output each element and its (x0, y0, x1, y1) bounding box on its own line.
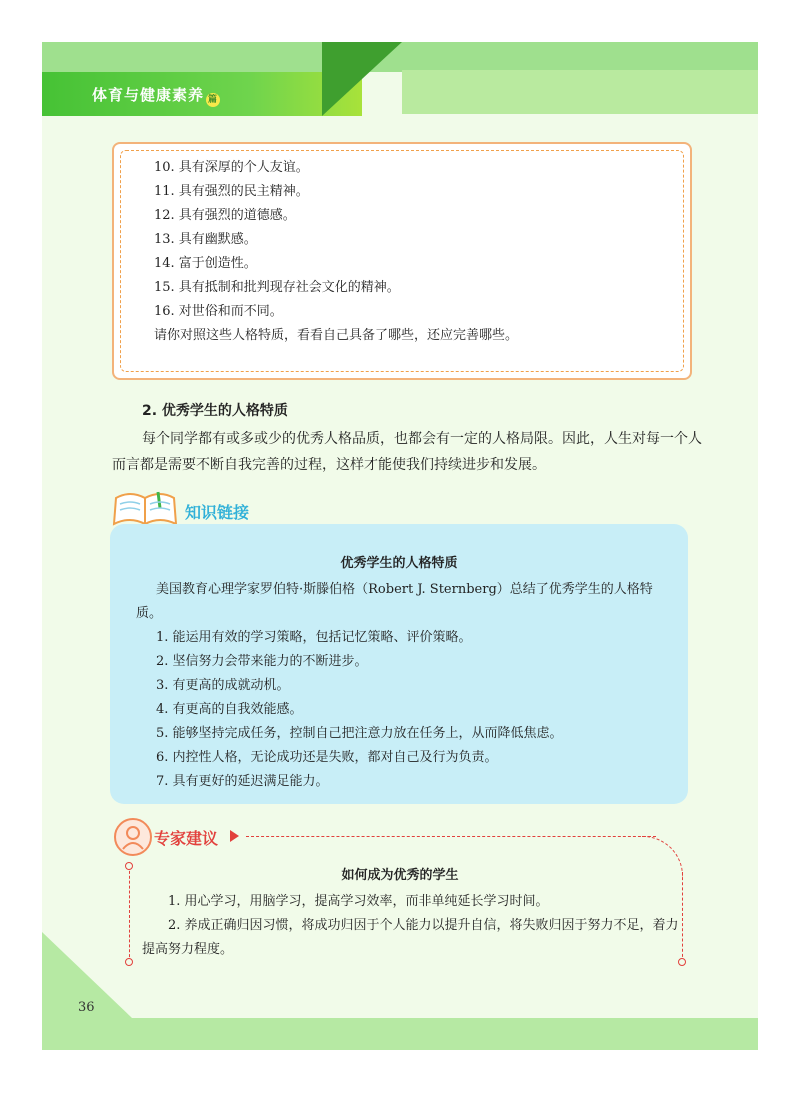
knowledge-link-title: 优秀学生的人格特质 (340, 556, 458, 571)
expert-avatar-icon (114, 818, 152, 856)
section-heading: 2. 优秀学生的人格特质 (142, 403, 288, 419)
bottom-band (42, 1018, 758, 1050)
list-item: 1. 用心学习，用脑学习，提高学习效率，而非单纯延长学习时间。 (168, 894, 549, 909)
header-decoration (322, 42, 402, 116)
knowledge-link-label: 知识链接 (185, 503, 250, 522)
knowledge-link-intro: 美国教育心理学家罗伯特·斯滕伯格（Robert J. Sternberg）总结了优秀学生的人格特质。 (136, 582, 653, 621)
header-title-text: 体育与健康素养 (92, 86, 205, 104)
top-band-light (402, 70, 758, 114)
list-item: 3. 有更高的成就动机。 (156, 678, 290, 693)
expert-advice-list (142, 890, 682, 962)
note-line: 11. 具有强烈的民主精神。 (154, 184, 309, 199)
textbook-page (42, 42, 758, 1050)
note-line: 12. 具有强烈的道德感。 (154, 208, 296, 223)
list-item: 2. 坚信努力会带来能力的不断进步。 (156, 654, 368, 669)
note-line: 16. 对世俗和而不同。 (154, 304, 283, 319)
note-line: 14. 富于创造性。 (154, 256, 257, 271)
dashed-line (682, 872, 683, 962)
expert-advice-label: 专家建议 (154, 829, 219, 848)
list-item: 7. 具有更好的延迟满足能力。 (156, 774, 329, 789)
list-item: 6. 内控性人格，无论成功还是失败，都对自己及行为负责。 (156, 750, 498, 765)
list-item: 4. 有更高的自我效能感。 (156, 702, 303, 717)
note-line: 10. 具有深厚的个人友谊。 (154, 160, 309, 175)
knowledge-link-list (156, 626, 563, 794)
note-list (154, 156, 518, 348)
list-item: 5. 能够坚持完成任务，控制自己把注意力放在任务上，从而降低焦虑。 (156, 726, 563, 741)
knowledge-link-box (110, 524, 688, 804)
header-badge-icon (206, 93, 220, 107)
note-box (112, 142, 692, 380)
list-item: 1. 能运用有效的学习策略，包括记忆策略、评价策略。 (156, 630, 472, 645)
note-line: 13. 具有幽默感。 (154, 232, 257, 247)
header-badge-text: 篇 (208, 95, 219, 105)
note-line: 15. 具有抵制和批判现存社会文化的精神。 (154, 280, 400, 295)
dashed-line (246, 836, 656, 837)
header-title (92, 84, 220, 107)
page-number: 36 (78, 1000, 95, 1015)
expert-advice-title: 如何成为优秀的学生 (341, 868, 459, 883)
note-prompt: 请你对照这些人格特质，看看自己具备了哪些，还应完善哪些。 (154, 328, 519, 343)
list-item: 2. 养成正确归因习惯，将成功归因于个人能力以提升自信，将失败归因于努力不足，着力提高努力程度。 (142, 918, 679, 957)
section-paragraph: 每个同学都有或多或少的优秀人格品质，也都会有一定的人格局限。因此，人生对每一个人而言都是需要不断自我完善的过程，这样才能使我们持续进步和发展。 (112, 431, 702, 473)
arrow-right-icon (230, 830, 239, 842)
